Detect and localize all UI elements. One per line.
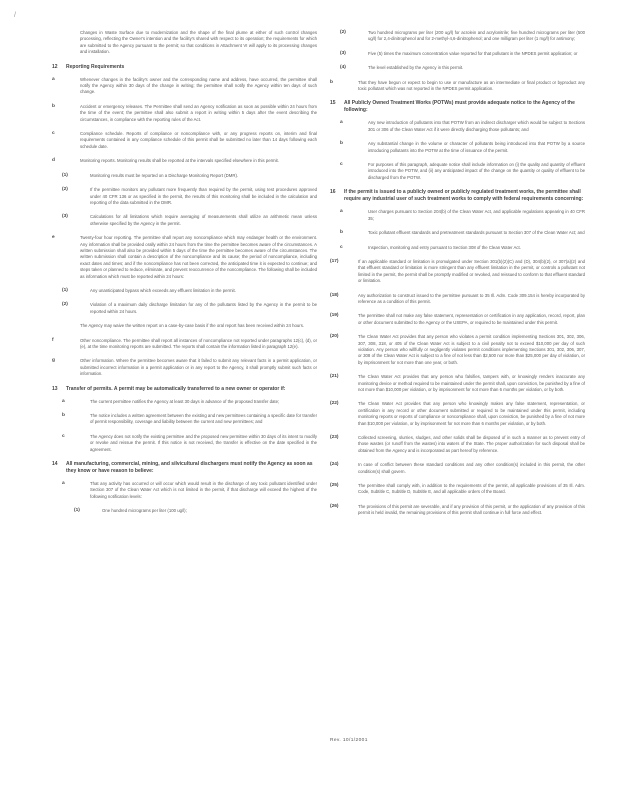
provision-number: (20) xyxy=(330,334,339,340)
provision-text: All Publicly Owned Treatment Works (POTWs) must provide adequate notice to the Agency of the following: xyxy=(344,100,575,114)
provision-item xyxy=(52,158,317,164)
provision-item xyxy=(340,141,585,154)
provision-number: e xyxy=(52,235,55,241)
provision-item xyxy=(330,483,585,496)
provision-item xyxy=(330,462,585,475)
provision-item xyxy=(330,401,585,427)
provision-item xyxy=(62,187,317,206)
provision-text: Other information. Where the permittee becomes aware that it failed to submit any relevant facts in a permit application, or submitted incorrect information in a permit application or in any report to the Agency, it shall promptly submit such facts or information. xyxy=(80,358,317,377)
provision-text: If the permittee monitors any pollutant more frequently than required by the permit, using test procedures approved under 40 CFR 136 or as specified in the permit, the results of this monitoring shall be included in the calculation and reporting of the data submitted in the DMR. xyxy=(90,187,317,205)
provision-item xyxy=(52,358,317,377)
provision-text: Any authorization to construct issued to the permittee pursuant to 35 Ill. Adm. Code 309.154 is hereby incorporated by reference as a condition of this permit. xyxy=(358,292,585,304)
provision-text: The level established by the Agency in this permit. xyxy=(368,65,464,71)
provision-text: That any activity has occurred or will occur which would result in the discharge of any toxic pollutant identified under Section 307 of the Clean Water Act which is not limited in the permit, if that discharge will exceed the highest of the following notification levels: xyxy=(90,481,317,499)
provision-item xyxy=(330,313,585,326)
provision-number: b xyxy=(340,141,343,147)
provision-item xyxy=(52,77,317,96)
provision-text: If the permit is issued to a publicly owned or publicly regulated treatment works, the permittee shall require any industrial user of such treatment works to comply with federal requirements concerning: xyxy=(344,189,584,203)
provision-text: Any unanticipated bypass which exceeds any effluent limitation in the permit. xyxy=(90,287,236,293)
provision-number: (2) xyxy=(62,302,68,308)
provision-item xyxy=(330,259,585,285)
provision-text: Collected screening, slurries, sludges, and other solids shall be disposed of in such a manner as to prevent entry of those wastes (or runoff from the wastes) into waters of the State. The proper authorization for such disposal shall be obtained from the Agency and is incorporated as part hereof by reference. xyxy=(358,435,585,453)
provision-text: Toxic pollutant effluent standards and pretreatment standards pursuant to Section 307 of the Clean Water Act; and xyxy=(368,230,585,236)
provision-text: Five (5) times the maximum concentration value reported for that pollutant in the NPDES permit application; or xyxy=(368,50,578,56)
revision-footer: Rev. 10/1/2001 xyxy=(330,738,368,743)
provision-item xyxy=(52,131,317,150)
provision-item xyxy=(62,288,317,294)
provision-text: The Clean Water Act provides that any person who knowingly makes any false statement, representation, or certification in any record or other document submitted or required to be maintained under this permit, including monitoring reports or reports of compliance or noncompliance shall, upon conviction, be punished by a fine of not more than $10,000 per violation, or by imprisonment for not more than 6 months per violation, or by both. xyxy=(358,401,585,426)
provision-item xyxy=(340,120,585,133)
provision-item xyxy=(340,65,585,71)
provision-item xyxy=(52,104,317,123)
provision-item xyxy=(330,374,585,393)
provision-item xyxy=(52,30,317,56)
provision-number: (22) xyxy=(330,401,339,407)
provision-number: (1) xyxy=(62,172,68,178)
provision-number: (2) xyxy=(62,187,68,193)
provision-number: (24) xyxy=(330,462,339,468)
provision-text: Calculations for all limitations which require averaging of measurements shall utilize an arithmetic mean unless otherwise specified by the Agency in the permit. xyxy=(90,214,317,226)
right-column xyxy=(330,30,585,525)
provision-text: The provisions of this permit are severable, and if any provision of this permit, or the application of any provision of this permit is held invalid, the remaining provisions of this permit shall continue in full force and effect. xyxy=(358,503,585,516)
provision-text: That they have begun or expect to begin to use or manufacture as an intermediate or final product or byproduct any toxic pollutant which was not reported in the NPDES permit application. xyxy=(358,79,585,92)
provision-text: Two hundred micrograms per liter (200 ug/l) for acrolein and acrylonitrile; five hundred micrograms per liter (500 ug/l) for 2,4-dinitrophenol and for 2-methyl-4,6-dinitrophenol; and one milligram per liter (1 mg/l) for antimony; xyxy=(368,30,585,42)
provision-item xyxy=(330,293,585,306)
provision-text: The permittee shall comply with, in addition to the requirements of the permit, all applicable provisions of 35 Ill. Adm. Code, Subtitle C, Subtitle D, Subtitle E, and all applicable orders of the Board. xyxy=(358,483,585,495)
left-column xyxy=(52,30,317,523)
section-heading xyxy=(52,64,317,71)
provision-text: The permittee shall not make any false statement, representation or certification in any application, record, report, plan or other document submitted to the Agency or the USEPA, or required to be maintained under this permit. xyxy=(358,313,585,325)
provision-text: User charges pursuant to Section 204(b) of the Clean Water Act, and applicable regulations appearing in 40 CFR 35; xyxy=(368,209,585,221)
provision-text: Any new introduction of pollutants into that POTW from an indirect discharger which would be subject to Sections 301 or 306 of the Clean Water Act if it were directly discharging those pollutants; and xyxy=(368,120,585,132)
provision-text: In case of conflict between these standard conditions and any other condition(s) included in this permit, the other condition(s) shall govern. xyxy=(358,462,585,474)
provision-number: (4) xyxy=(340,65,346,71)
provision-number: (21) xyxy=(330,374,339,380)
provision-item xyxy=(340,51,585,57)
provision-text: The Clean Water Act provides that any person who violates a permit condition implementing Sections 301, 302, 306, 307, 308, 318, or 405 of the Clean Water Act is subject to a civil penalty not to exceed $10,000 per day of such violation. Any person who willfully or negligently violates permit conditions implementing Sections 301, 302, 306, 307, or 308 of the Clean Water Act is subject to a fine of not less than $2,500 nor more than $25,000 per day of violation, or by imprisonment for not more than one year, or both. xyxy=(358,334,585,365)
provision-number: c xyxy=(62,433,65,439)
provision-number: 13 xyxy=(52,385,58,392)
provision-item xyxy=(52,235,317,280)
provision-text: The notice includes a written agreement between the existing and new permittees containing a specific date for transfer of permit responsibility, coverage and liability between the current and new permittees; and xyxy=(90,413,317,425)
provision-text: All manufacturing, commercial, mining, and silvicultural dischargers must notify the Agency as soon as they know or have reason to believe: xyxy=(66,461,313,475)
provision-number: a xyxy=(340,209,343,215)
provision-number: 16 xyxy=(330,189,336,196)
provision-number: c xyxy=(340,244,343,250)
provision-item xyxy=(330,80,585,93)
provision-number: (3) xyxy=(340,50,346,56)
provision-text: The current permittee notifies the Agency at least 30 days in advance of the proposed transfer date; xyxy=(90,398,280,404)
provision-number: c xyxy=(340,162,343,168)
provision-number: (25) xyxy=(330,483,339,489)
corner-mark: / xyxy=(14,12,17,19)
provision-text: Accident or emergency releases. The Permittee shall send an Agency notification as soon as possible within 24 hours from the time of the event; the permittee shall also submit a report in writing within 5 days after the event describing the circumstances, in compliance with the reporting rules of the Act. xyxy=(80,103,317,122)
provision-number: a xyxy=(52,76,55,82)
provision-number: a xyxy=(62,398,65,404)
provision-number: (1) xyxy=(74,508,80,514)
provision-text: Any substantial change in the volume or character of pollutants being introduced into that POTW by a source introducing pollutants into the POTW at the time of issuance of the permit. xyxy=(368,141,585,153)
provision-number: (18) xyxy=(330,292,339,298)
provision-number: 12 xyxy=(52,63,58,70)
provision-number: b xyxy=(340,230,343,236)
provision-item xyxy=(52,323,317,329)
provision-item xyxy=(62,214,317,227)
provision-text: Monitoring reports. Monitoring results shall be reported at the intervals specified elsewhere in this permit. xyxy=(80,158,279,164)
provision-number: g xyxy=(52,358,55,364)
provision-number: b xyxy=(330,79,333,85)
provision-number: b xyxy=(52,103,55,109)
provision-text: Twenty-four hour reporting. The permittee shall report any noncompliance which may endanger health or the environment. Any information shall be provided orally within 24 hours from the time the permittee becomes aware of the circumstances. A written submission shall also be provided within 5 days of the time the permittee becomes aware of the circumstances. The written submission shall contain a description of the noncompliance and its cause; the period of noncompliance, including exact dates and times; and if the noncompliance has not been corrected, the anticipated time it is expected to continue; and steps taken or planned to reduce, eliminate, and prevent reoccurrence of the noncompliance. The following shall be included as information which must be reported within 24 hours: xyxy=(80,235,317,279)
provision-number: (2) xyxy=(340,30,346,35)
provision-text: Whenever changes in the facility's owner and the corresponding name and address, have occurred, the permittee shall notify the Agency within 30 days of the change in writing; the permittee shall notify the Agency within ten days of such change. xyxy=(80,76,317,95)
section-heading xyxy=(52,386,317,393)
provision-item xyxy=(62,399,317,405)
provision-item xyxy=(340,209,585,222)
provision-number: (23) xyxy=(330,435,339,441)
provision-text: Transfer of permits. A permit may be automatically transferred to a new owner or operator if: xyxy=(66,385,286,392)
provision-text: The Clean Water Act provides that any person who falsifies, tampers with, or knowingly renders inaccurate any monitoring device or method required to be maintained under the permit shall, upon conviction, be punished by a fine of not more than $10,000 per violation, or by imprisonment for not more than 6 months per violation, or by both. xyxy=(358,374,585,392)
provision-number: (17) xyxy=(330,258,339,264)
provision-number: (1) xyxy=(62,287,68,293)
provision-item xyxy=(330,334,585,366)
provision-item xyxy=(340,230,585,236)
provision-item xyxy=(62,413,317,426)
provision-item xyxy=(62,173,317,179)
provision-number: f xyxy=(52,337,54,343)
provision-item xyxy=(52,338,317,351)
provision-number: (26) xyxy=(330,503,339,509)
section-heading xyxy=(330,189,585,203)
provision-text: The Agency does not notify the existing permittee and the proposed new permittee within 30 days of its intent to modify or revoke and reissue the permit. If this notice is not received, the transfer is effective on the date specified in the agreement. xyxy=(90,433,317,452)
provision-item xyxy=(330,504,585,517)
provision-text: One hundred micrograms per liter (100 ug/l); xyxy=(102,508,187,514)
provision-number: c xyxy=(52,131,55,137)
provision-number: (19) xyxy=(330,313,339,319)
provision-number: (3) xyxy=(62,214,68,220)
provision-item xyxy=(340,30,585,43)
provision-number: a xyxy=(340,120,343,126)
provision-text: Reporting Requirements xyxy=(66,63,125,70)
section-heading xyxy=(52,461,317,475)
provision-text: Monitoring results must be reported on a Discharge Monitoring Report (DMR). xyxy=(90,172,239,178)
provision-item xyxy=(62,481,317,500)
section-heading xyxy=(330,100,585,114)
provision-number: 14 xyxy=(52,461,58,468)
provision-item xyxy=(340,162,585,181)
provision-text: If an applicable standard or limitation is promulgated under Section 301(b)(2)(C) and (D), 304(b)(2), or 307(a)(2) and that effluent standard or limitation is more stringent than any effluent limitation in the permit, or controls a pollutant not limited in the permit, the permit shall be promptly modified or revoked, and reissued to conform to that effluent standard or limitation. xyxy=(358,258,585,284)
provision-item xyxy=(330,435,585,454)
provision-text: Compliance schedule. Reports of compliance or noncompliance with, or any progress reports on, interim and final requirements contained in any compliance schedule of this permit shall be submitted no later than 14 days following each schedule date. xyxy=(80,131,317,149)
provision-text: Other noncompliance. The permittee shall report all instances of noncompliance not reported under paragraphs 12(c), (d), or (e), at the time monitoring reports are submitted. The reports shall contain the information listed in paragraph 12(e). xyxy=(80,337,317,349)
provision-text: Inspection, monitoring and entry pursuant to Section 308 of the Clean Water Act. xyxy=(368,244,521,250)
provision-text: Violation of a maximum daily discharge limitation for any of the pollutants listed by the Agency in the permit to be reported within 24 hours. xyxy=(90,302,317,314)
provision-number: d xyxy=(52,158,55,164)
provision-text: Changes in Waste Surface due to modernization and the shape of the final plume at either of such control changes processing, reflecting the Owner's intention and the facility's shared with respect to its operation; the requirements for which are submitted to the Agency pursuant to the permit; so that conditions in Attachment VI will apply to its processing changes and installation. xyxy=(80,30,317,55)
provision-item xyxy=(340,245,585,251)
provision-text: The Agency may waive the written report on a case-by-case basis if the oral report has been received within 24 hours. xyxy=(80,323,305,329)
provision-text: For purposes of this paragraph, adequate notice shall include information on (i) the quality and quantity of effluent introduced into the POTW, and (ii) any anticipated impact of the change on the quantity or quality of effluent to be discharged from the POTW. xyxy=(368,162,585,180)
provision-number: a xyxy=(62,481,65,487)
provision-number: b xyxy=(62,413,65,419)
provision-item xyxy=(62,302,317,315)
provision-number: 15 xyxy=(330,100,336,107)
provision-item xyxy=(62,434,317,453)
provision-item xyxy=(74,508,317,514)
